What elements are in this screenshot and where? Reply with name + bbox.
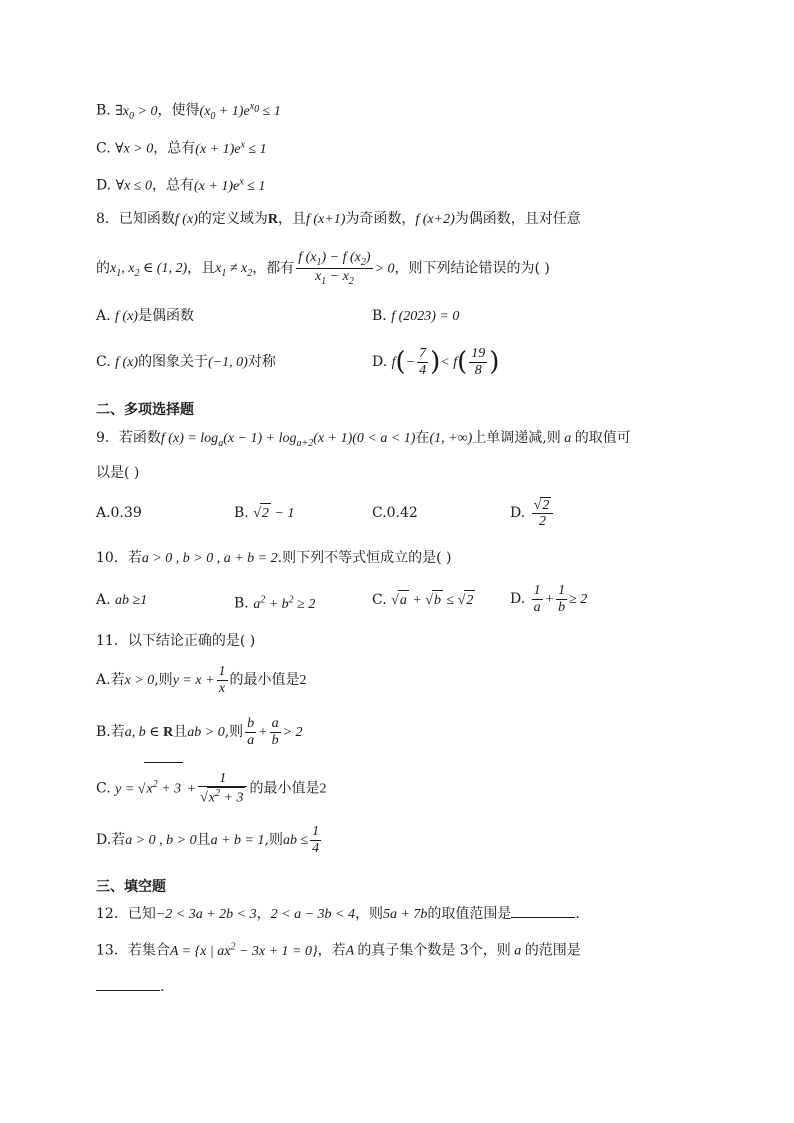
q11-stem: 11．以下结论正确的是( ) xyxy=(96,633,256,649)
q8-stem-line2: 的$x_1$, $x_2$ ∈ (1, 2)，且$x_1 \ne x_2$，都有 $\frac{f (x_1) - f (x_2)}{x_1 - x_2}$ > 0，则下列结论错误的为( ) xyxy=(96,250,550,287)
q10-option-c[interactable]: C. √a + √b ≤ √2 xyxy=(372,590,475,611)
q8-option-c[interactable]: C. f (x)的图象关于(−1, 0)对称 xyxy=(96,354,276,370)
q7-option-d[interactable]: D. ∀x ≤ 0，总有$(x + 1)e^x \le 1$ xyxy=(96,176,266,194)
q9-option-c[interactable]: C.0.42 xyxy=(372,505,418,521)
q9-option-a[interactable]: A.0.39 xyxy=(96,505,142,521)
q11-option-c[interactable]: C. $y = √x^2 + 3$ + $\frac{1}{√x^2 + 3}$ 的最小值是2 xyxy=(96,762,326,812)
section-heading-fill-in: 三、填空题 xyxy=(96,879,166,895)
q11-option-a[interactable]: A.若x > 0,则y = x + $\frac{1}{x}$ 的最小值是2 xyxy=(96,664,307,696)
q11-option-d[interactable]: D.若a > 0 , b > 0且a + b = 1,则ab ≤ $\frac{1}{4}$ xyxy=(96,824,320,856)
q12-answer-blank[interactable] xyxy=(511,903,575,918)
q9-option-d[interactable]: D. $\frac{√2}{2}$ xyxy=(510,494,555,532)
q9-option-b[interactable]: B. √2 − 1 xyxy=(234,503,294,524)
q10-option-d[interactable]: D. $\frac{1}{a}$ + $\frac{1}{b}$ ≥ 2 xyxy=(510,583,588,615)
q7-option-c[interactable]: C. ∀x > 0，总有$(x + 1)e^x \le 1$ xyxy=(96,139,267,157)
q8-option-a[interactable]: A. f (x)是偶函数 xyxy=(96,308,194,324)
q10-stem: 10．若a > 0 , b > 0 , a + b = 2.则下列不等式恒成立的是( ) xyxy=(96,550,452,566)
q8-stem-line1: 8．已知函数f (x)的定义域为R，且f (x+1)为奇函数，f (x+2)为偶函数，且对任意 xyxy=(96,211,581,227)
q10-option-a[interactable]: A. ab ≥1 xyxy=(96,592,148,608)
q8-fraction: $\frac{f (x_1) - f (x_2)}{x_1 - x_2}$ xyxy=(298,250,371,287)
q8-option-b[interactable]: B. f (2023) = 0 xyxy=(372,308,460,324)
q10-option-b[interactable]: B. $a^2 + b^2 \ge 2$ xyxy=(234,594,316,612)
q7-option-b[interactable]: B. $\exists x_0 > 0$，使得$(x_0 + 1)e^{x_0} \le 1$ xyxy=(96,101,281,122)
q9-stem-line2: 以是( ) xyxy=(96,465,140,481)
q9-stem-line1: 9．若函数f $(x) = \log_a(x - 1) + \log_{a+2}(x + 1)(0 < a < 1)$在(1, +∞)上单调递减,则 a 的取值可 xyxy=(96,430,631,449)
q13-answer-blank[interactable] xyxy=(96,976,160,991)
q8-option-d[interactable]: D. f(− $\frac{7}{4}$ )< f( $\frac{19}{8}$ ) xyxy=(372,346,500,378)
q13-stem-line1: 13．若集合A = {x | $ax^2 - 3x + 1 = 0$}，若A 的真子集个数是 3个，则 a 的范围是 xyxy=(96,941,581,959)
section-heading-multiple-choice: 二、多项选择题 xyxy=(96,402,194,418)
q13-stem-line2: . xyxy=(96,976,164,997)
q11-option-b[interactable]: B.若a, b ∈ R且ab > 0,则 $\frac{b}{a}$ + $\frac{a}{b}$ > 2 xyxy=(96,716,303,748)
q12-stem: 12．已知−2 < 3a + 2b < 3，2 < a − 3b < 4，则5a + 7b的取值范围是 . xyxy=(96,903,580,925)
